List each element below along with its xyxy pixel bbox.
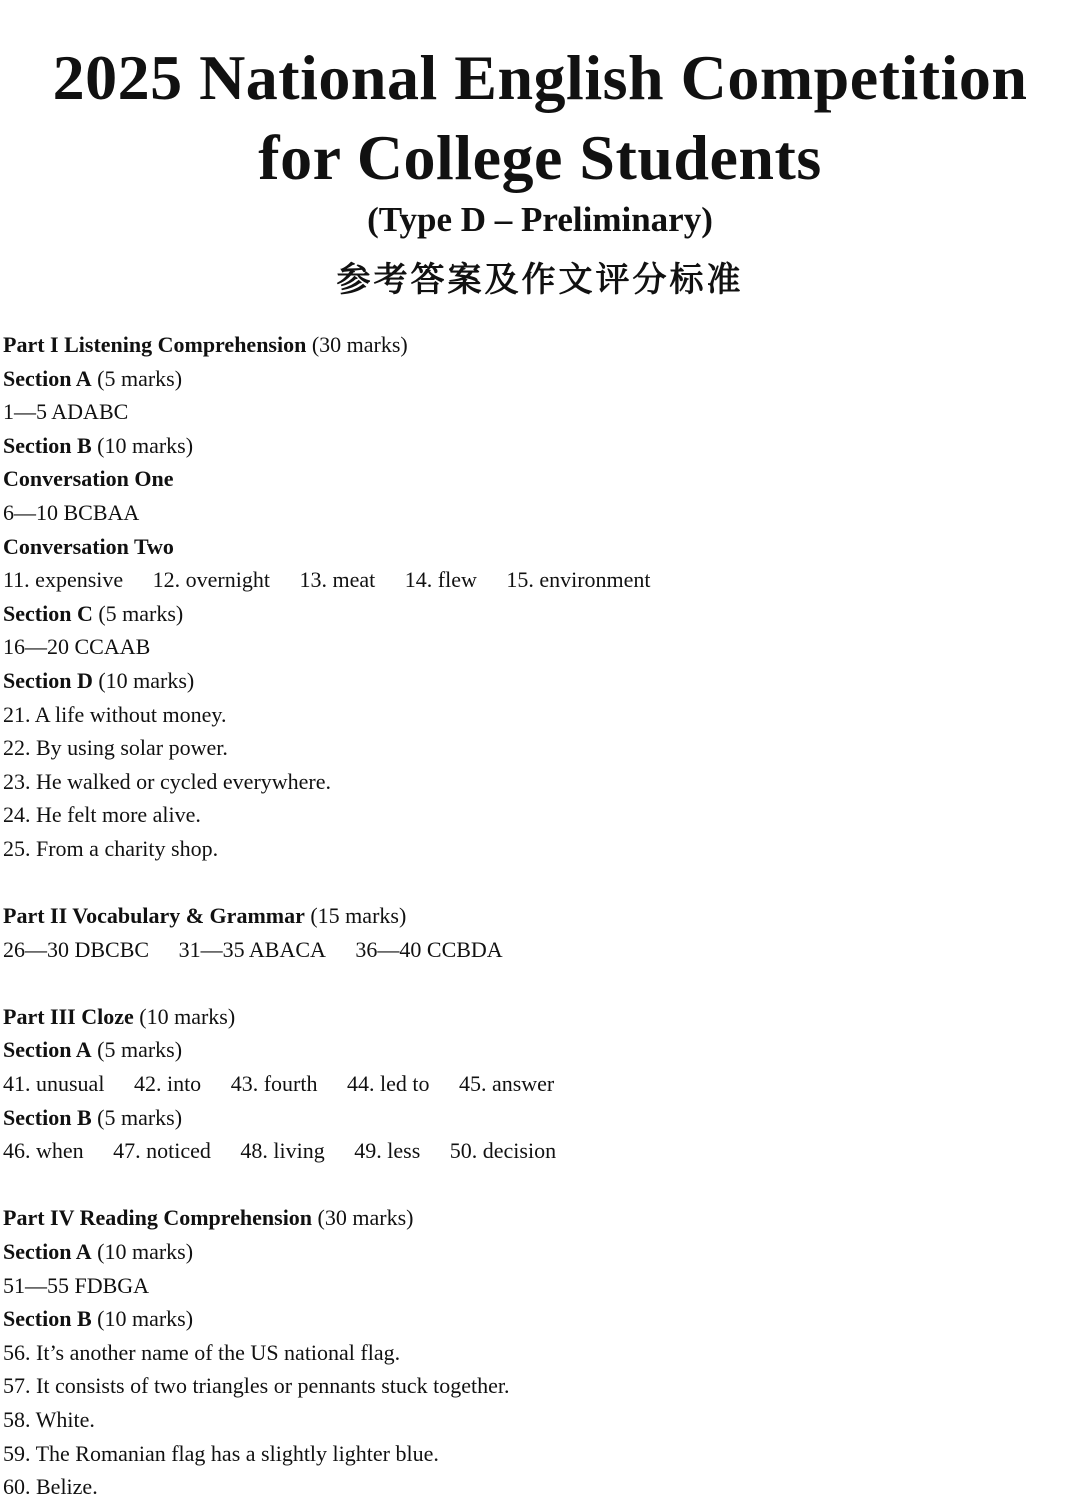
section-marks: (5 marks): [97, 1104, 183, 1130]
section-marks: (10 marks): [97, 1239, 194, 1265]
answer-key: [3, 328, 1073, 1504]
section-title: Section B: [3, 1104, 92, 1130]
section-title: Section A: [3, 1037, 92, 1063]
section-title: Section B: [3, 432, 92, 458]
spacer: [3, 1168, 1073, 1202]
conversation-one-heading: Conversation One: [3, 466, 174, 492]
answer-item: 43. fourth: [230, 1071, 318, 1097]
answer-line: 57. It consists of two triangles or pennants stuck together.: [3, 1373, 510, 1399]
part-marks: (30 marks): [317, 1205, 414, 1231]
answer-item: 47. noticed: [113, 1138, 211, 1164]
answer-item: 41. unusual: [3, 1071, 105, 1097]
section-marks: (5 marks): [97, 1037, 183, 1063]
answer-line: 51—55 FDBGA: [3, 1272, 150, 1298]
part-marks: (30 marks): [311, 332, 408, 357]
part1-section-c-heading: [3, 597, 1073, 631]
answer-item: 31—35 ABACA: [178, 936, 326, 962]
answer-line: [3, 1067, 1073, 1101]
section-title: Section B: [3, 1306, 92, 1332]
part3-section-b-heading: [3, 1101, 1073, 1135]
part4-section-a-heading: [3, 1235, 1073, 1269]
answer-item: 49. less: [354, 1138, 421, 1164]
subtitle: (Type D – Preliminary): [367, 200, 713, 239]
answer-line: 22. By using solar power.: [3, 735, 228, 761]
section-title: Section D: [3, 667, 93, 693]
section-marks: (10 marks): [97, 432, 194, 458]
answer-item: 45. answer: [458, 1071, 555, 1097]
section-marks: (5 marks): [97, 365, 183, 391]
chinese-title: 参考答案及作文评分标准: [336, 260, 744, 300]
answer-line: 6—10 BCBAA: [3, 499, 140, 525]
answer-item: 50. decision: [449, 1138, 557, 1164]
answer-line: 56. It’s another name of the US national flag.: [3, 1339, 401, 1365]
answer-line: [3, 563, 1073, 597]
answer-item: 13. meat: [299, 567, 376, 593]
answer-line: 25. From a charity shop.: [3, 835, 219, 861]
part-title: Part I Listening Comprehension: [3, 332, 307, 357]
answer-line: 1—5 ADABC: [3, 399, 129, 425]
conversation-two-heading: Conversation Two: [3, 533, 174, 559]
section-title: Section A: [3, 365, 92, 391]
title-line-2: for College Students: [258, 122, 822, 193]
part1-section-b-heading: [3, 429, 1073, 463]
answer-line: 23. He walked or cycled everywhere.: [3, 768, 332, 794]
section-marks: (10 marks): [97, 1306, 194, 1332]
part3-heading: [3, 1000, 1073, 1034]
section-title: Section A: [3, 1239, 92, 1265]
answer-line: 24. He felt more alive.: [3, 802, 201, 828]
answer-item: 36—40 CCBDA: [355, 936, 503, 962]
section-title: Section C: [3, 600, 93, 626]
title-line-1: 2025 National English Competition: [52, 42, 1028, 113]
section-marks: (10 marks): [98, 667, 195, 693]
answer-line: [3, 1134, 1073, 1168]
answer-line: 59. The Romanian flag has a slightly lighter blue.: [3, 1440, 439, 1466]
part2-heading: [3, 899, 1073, 933]
section-marks: (5 marks): [98, 600, 184, 626]
part-title: Part II Vocabulary & Grammar: [3, 903, 305, 929]
answer-item: 12. overnight: [152, 567, 270, 593]
part1-heading: [3, 328, 1073, 362]
part3-section-a-heading: [3, 1033, 1073, 1067]
answer-line: 21. A life without money.: [3, 701, 227, 727]
answer-item: 15. environment: [506, 567, 651, 593]
answer-item: 42. into: [133, 1071, 202, 1097]
part-marks: (15 marks): [310, 903, 407, 929]
spacer: [3, 866, 1073, 900]
answer-item: 11. expensive: [3, 567, 124, 593]
answer-line: [3, 933, 1073, 967]
part-marks: (10 marks): [139, 1003, 236, 1029]
answer-item: 44. led to: [346, 1071, 430, 1097]
part1-section-d-heading: [3, 664, 1073, 698]
part4-heading: [3, 1201, 1073, 1235]
part-title: Part III Cloze: [3, 1003, 134, 1029]
answer-line: 60. Belize.: [3, 1474, 98, 1500]
answer-item: 14. flew: [404, 567, 477, 593]
answer-line: 58. White.: [3, 1407, 95, 1432]
part-title: Part IV Reading Comprehension: [3, 1205, 313, 1231]
answer-line: 16—20 CCAAB: [3, 634, 151, 660]
part1-section-a-heading: [3, 362, 1073, 396]
answer-item: 26—30 DBCBC: [3, 936, 150, 962]
spacer: [3, 966, 1073, 1000]
answer-item: 48. living: [240, 1138, 325, 1164]
part4-section-b-heading: [3, 1302, 1073, 1336]
answer-item: 46. when: [3, 1138, 84, 1164]
